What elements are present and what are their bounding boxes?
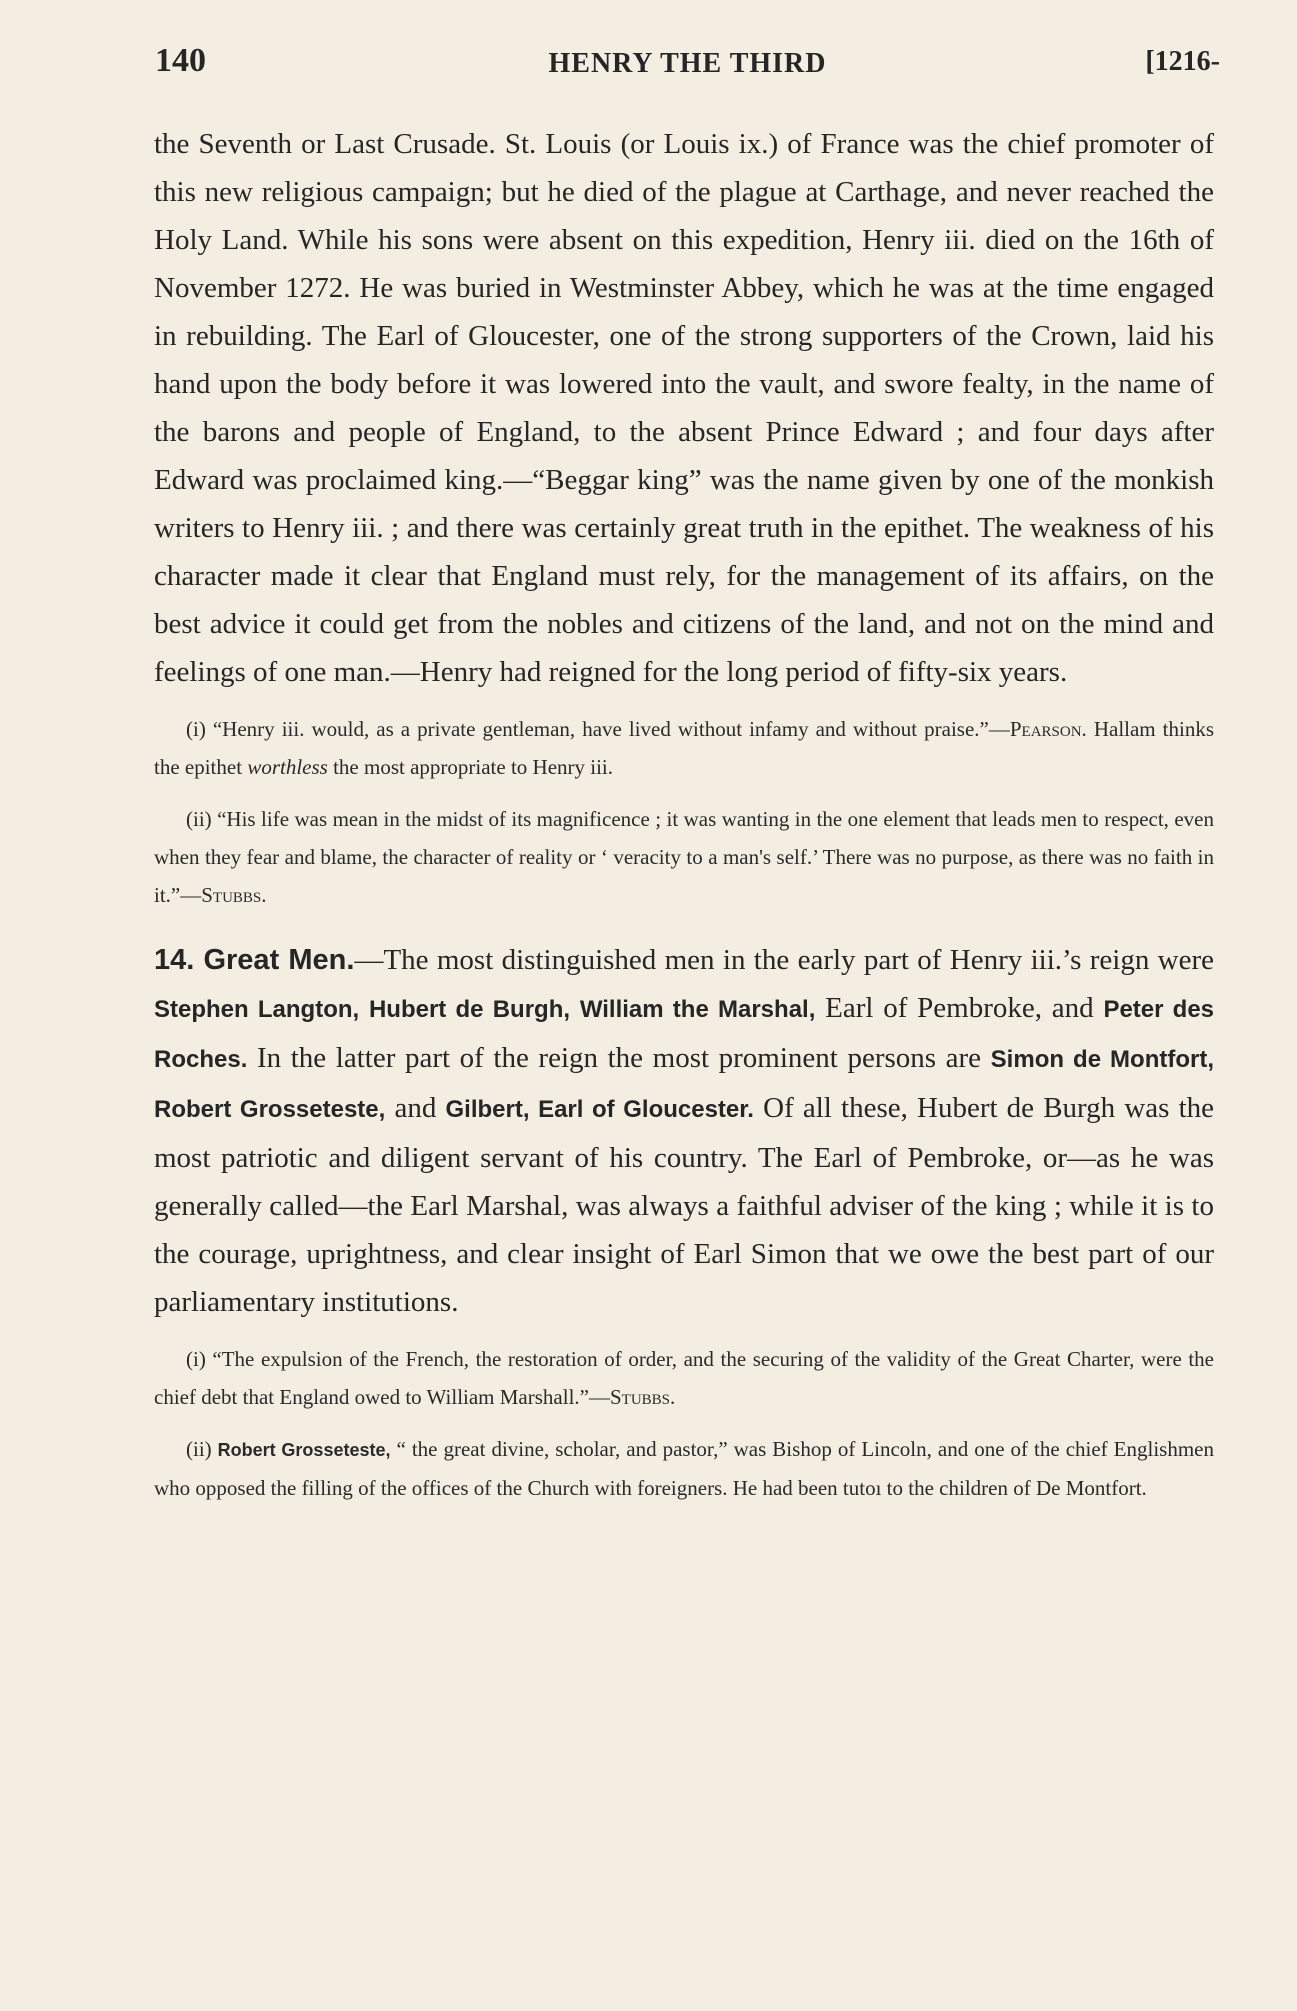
year-range: [1216-: [1145, 46, 1220, 77]
section-14-text-1: —The most distinguished men in the early part of Henry iii.’s reign were: [354, 944, 1214, 976]
footnote-1-author: Pearson.: [1009, 717, 1087, 741]
footnote-1: [154, 710, 1214, 786]
footnote-1-text-b: the most appropriate to Henry iii.: [333, 755, 614, 779]
footnote-4-label: (ii): [186, 1437, 212, 1461]
name-simon-de-montfort: Simon de Montfort,: [990, 1046, 1215, 1073]
footnote-3-quote: “The expulsion of the French, the restoration of order, and the securing of the validity of the Great Charter, were the chief debt that England owed to William Marshall.”—: [154, 1347, 1214, 1409]
footnote-2-quote: “His life was mean in the midst of its magnificence ; it was wanting in the one element that leads men to respect, even when they fear and blame, the character of reality or ‘ veracity to a man's self.’ There was no purpose, as there was no faith in it.”—: [154, 807, 1215, 907]
page-header: [155, 42, 1220, 86]
section-14-text-5: Of all these, Hubert de Burgh was the most patriotic and diligent servant of his country. The Earl of Pembroke, or—as he was generally called—the Earl Marshal, was always a faithful adviser of the king ; while it is to the courage, uprightness, and clear insight of Earl Simon that we owe the best part of our parliamentary institutions.: [154, 1092, 1215, 1318]
running-title: HENRY THE THIRD: [548, 48, 827, 79]
footnote-2-author: Stubbs.: [201, 883, 267, 907]
name-stephen-langton: Stephen Langton,: [154, 996, 360, 1023]
footnote-4-name: Robert Grosseteste,: [217, 1440, 391, 1460]
page-number: 140: [155, 42, 206, 79]
section-14-text-2: Earl of Pembroke, and: [825, 992, 1094, 1024]
footnote-1-label: (i): [186, 717, 206, 741]
section-14-text-3: In the latter part of the reign the most prominent persons are: [256, 1042, 982, 1074]
name-william-the-marshal: William the Marshal,: [579, 996, 816, 1023]
name-hubert-de-burgh: Hubert de Burgh,: [368, 996, 571, 1023]
footnote-1-quote: “Henry iii. would, as a private gentleman, have lived without infamy and without praise.”—: [212, 717, 1010, 741]
section-14-paragraph: [154, 936, 1214, 1326]
footnote-1-italic: worthless: [247, 755, 328, 779]
name-robert-grosseteste: Robert Grosseteste,: [154, 1096, 386, 1123]
name-peter-des-roches: Peter des Roches.: [154, 996, 1215, 1073]
footnote-3-label: (i): [186, 1347, 206, 1371]
footnote-1-text-a: Hallam thinks the epithet: [154, 717, 1215, 779]
page-body: [154, 120, 1214, 1507]
footnote-4: [154, 1430, 1214, 1507]
section-14-heading: 14. Great Men.: [154, 944, 355, 976]
footnote-3-author: Stubbs.: [609, 1385, 676, 1409]
footnote-4-text: “ the great divine, scholar, and pastor,” was Bishop of Lincoln, and one of the chief Englishmen who opposed the filling of the offices of the Church with foreigners. He had been tutoı to the children of De Montfort.: [154, 1437, 1215, 1500]
footnote-2: [154, 800, 1214, 914]
name-gilbert-earl-of-gloucester: Gilbert, Earl of Gloucester.: [445, 1096, 754, 1123]
section-13-paragraph: the Seventh or Last Crusade. St. Louis (or Louis ix.) of France was the chief promoter of this new religious campaign; but he died of the plague at Carthage, and never reached the Holy Land. While his sons were absent on this expedition, Henry iii. died on the 16th of November 1272. He was buried in Westminster Abbey, which he was at the time engaged in rebuilding. The Earl of Gloucester, one of the strong supporters of the Crown, laid his hand upon the body before it was lowered into the vault, and swore fealty, in the name of the barons and people of England, to the absent Prince Edward ; and four days after Edward was proclaimed king.—“Beggar king” was the name given by one of the monkish writers to Henry iii. ; and there was certainly great truth in the epithet. The weakness of his character made it clear that England must rely, for the management of its affairs, on the best advice it could get from the nobles and citizens of the land, and not on the mind and feelings of one man.—Henry had reigned for the long period of fifty-six years.: [154, 128, 1214, 688]
footnote-3: [154, 1340, 1214, 1416]
section-14-text-4: and: [394, 1092, 437, 1124]
footnote-2-label: (ii): [186, 807, 212, 831]
